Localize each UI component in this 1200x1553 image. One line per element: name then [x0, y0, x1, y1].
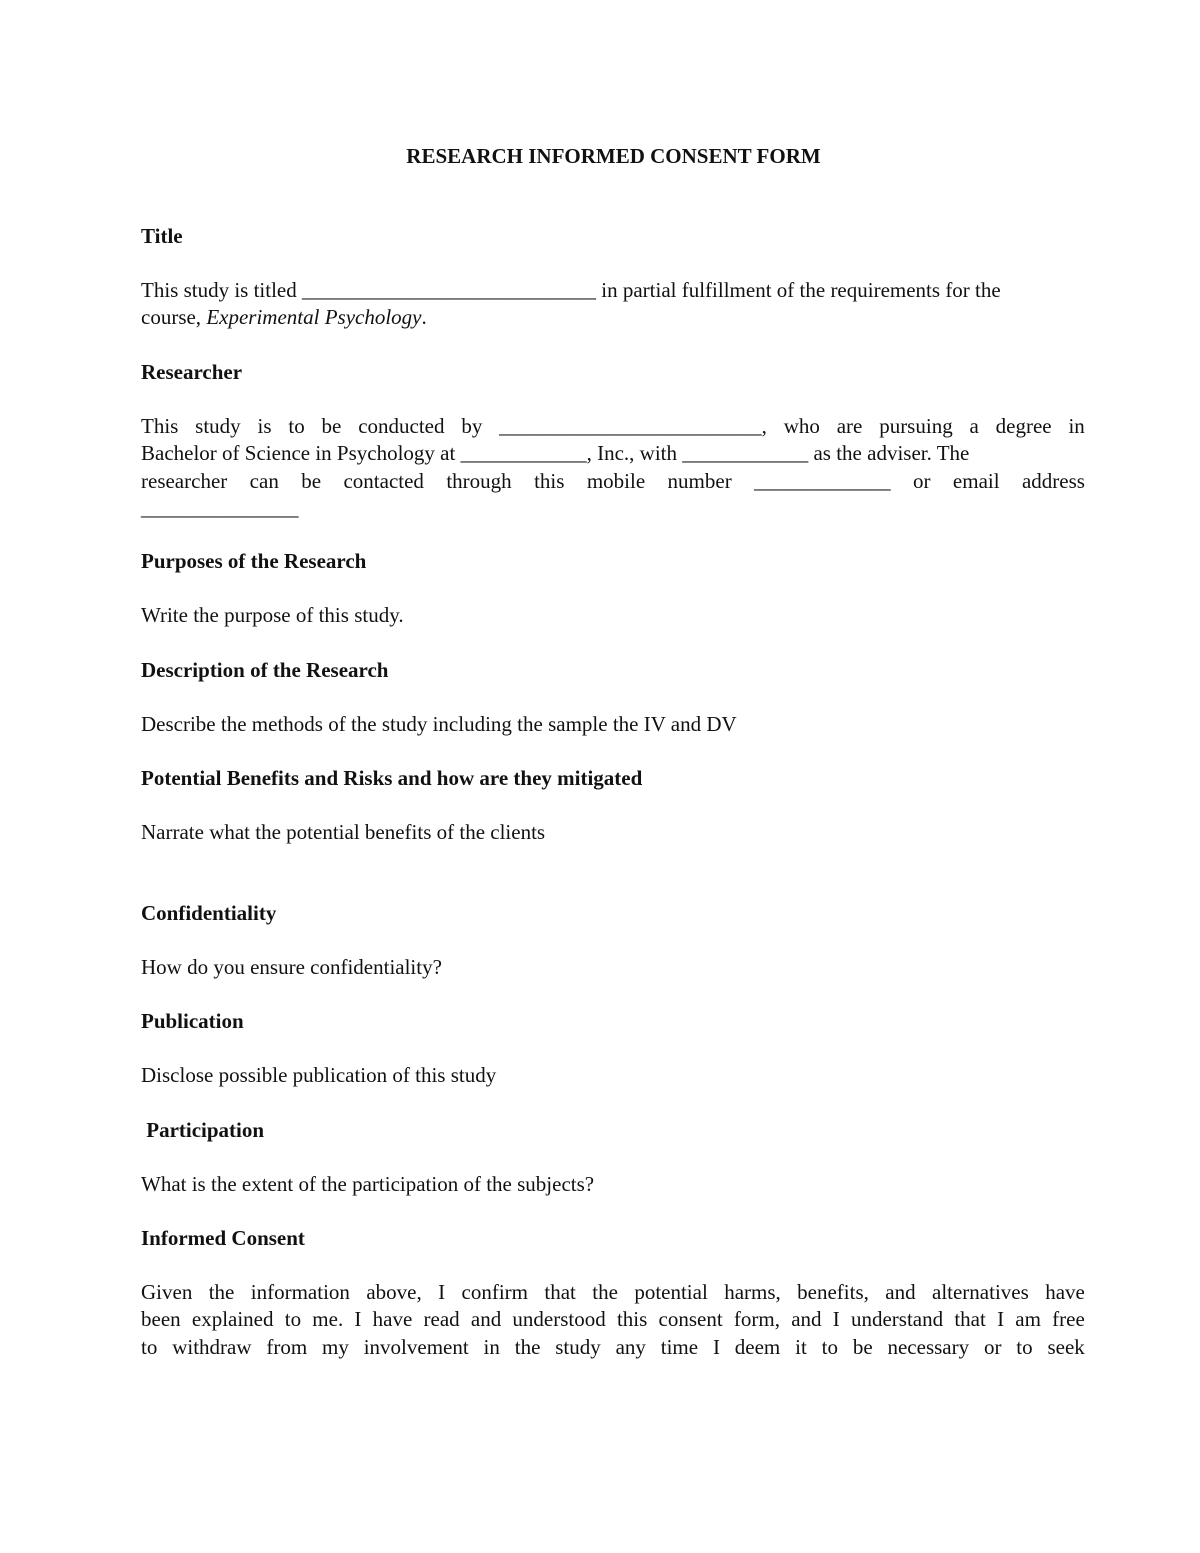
consent-line-2-word: been: [141, 1307, 181, 1332]
researcher-line-3-word: _____________: [754, 468, 891, 493]
consent-line-2-word: form,: [733, 1307, 780, 1332]
section-body-participation: What is the extent of the participation of the subjects?: [141, 1172, 595, 1196]
researcher-body-line-1: [141, 413, 1085, 440]
researcher-line-1-word: be: [321, 414, 342, 438]
consent-line-2-word: that: [954, 1307, 986, 1332]
title-body-prefix: course,: [141, 305, 207, 330]
consent-line-1-word: I: [438, 1280, 446, 1304]
consent-line-1-word: above,: [366, 1280, 422, 1304]
section-heading-publication: Publication: [141, 1009, 244, 1033]
researcher-line-3-word: contacted: [343, 468, 424, 493]
section-body-benefits: Narrate what the potential benefits of the clients: [141, 820, 546, 844]
consent-line-3-word: involvement: [363, 1334, 469, 1359]
consent-line-3-word: the: [514, 1334, 541, 1359]
section-heading-purposes: Purposes of the Research: [141, 549, 367, 573]
researcher-line-1-word: are: [836, 414, 863, 438]
consent-line-2-word: explained: [191, 1307, 274, 1332]
researcher-line-1-word: This: [141, 414, 179, 438]
section-heading-informed-consent: Informed Consent: [141, 1226, 305, 1250]
section-body-researcher: [141, 413, 1085, 522]
consent-line-3-word: time: [660, 1334, 699, 1359]
consent-line-1-word: that: [544, 1280, 576, 1304]
consent-body-line-2: [141, 1306, 1085, 1333]
researcher-line-3-word: can: [249, 468, 279, 493]
section-body-title: [141, 277, 1085, 332]
researcher-body-line-3: [141, 468, 1085, 495]
consent-line-1-word: alternatives: [932, 1280, 1029, 1304]
consent-line-2-word: me.: [312, 1307, 344, 1332]
researcher-line-1-word: _________________________,: [499, 414, 767, 438]
researcher-line-3-word: be: [301, 468, 322, 493]
consent-line-1-word: benefits,: [797, 1280, 869, 1304]
researcher-body-line-4: _______________: [141, 495, 299, 520]
researcher-line-3-word: email: [952, 468, 1000, 493]
consent-line-3-word: to: [141, 1334, 158, 1359]
consent-line-3-word: in: [483, 1334, 500, 1359]
section-heading-description: Description of the Research: [141, 658, 389, 682]
section-body-purposes: Write the purpose of this study.: [141, 603, 404, 627]
consent-line-2-word: I: [832, 1307, 840, 1332]
consent-line-3-word: any: [615, 1334, 646, 1359]
consent-line-3-word: it: [795, 1334, 807, 1359]
consent-line-3-word: withdraw: [172, 1334, 252, 1359]
consent-line-1-word: information: [250, 1280, 350, 1304]
researcher-line-1-word: a: [969, 414, 979, 438]
consent-line-2-word: am: [1015, 1307, 1041, 1332]
researcher-line-3-word: or: [913, 468, 931, 493]
consent-line-3-word: be: [852, 1334, 873, 1359]
consent-line-2-word: I: [354, 1307, 362, 1332]
researcher-line-1-word: by: [461, 414, 483, 438]
course-name: Experimental Psychology: [206, 305, 422, 330]
researcher-line-1-word: is: [257, 414, 272, 438]
consent-body-line-1: [141, 1279, 1085, 1306]
section-heading-benefits: Potential Benefits and Risks and how are they mitigated: [141, 766, 643, 790]
consent-line-2-word: consent: [658, 1307, 723, 1332]
researcher-line-1-word: to: [288, 414, 305, 438]
consent-line-3-word: study: [555, 1334, 601, 1359]
consent-line-2-word: and: [791, 1307, 822, 1332]
title-body-line-1: This study is titled ____________________________ in partial fulfillment of the requirements for the: [141, 278, 1001, 302]
consent-line-3-word: necessary: [887, 1334, 970, 1359]
consent-line-3-word: to: [1016, 1334, 1033, 1359]
researcher-line-3-word: this: [534, 468, 565, 493]
researcher-line-3-word: mobile: [586, 468, 646, 493]
researcher-line-1-word: in: [1068, 414, 1085, 438]
consent-line-1-word: and: [885, 1280, 916, 1304]
researcher-line-1-word: who: [783, 414, 820, 438]
section-body-confidentiality: How do you ensure confidentiality?: [141, 955, 442, 979]
consent-line-1-word: confirm: [461, 1280, 528, 1304]
consent-line-3-word: or: [983, 1334, 1002, 1359]
section-body-publication: Disclose possible publication of this study: [141, 1063, 497, 1087]
consent-line-1-word: have: [1045, 1280, 1085, 1304]
researcher-line-1-word: degree: [995, 414, 1052, 438]
section-body-description: Describe the methods of the study including the sample the IV and DV: [141, 712, 737, 736]
consent-line-2-word: have: [372, 1307, 413, 1332]
section-heading-confidentiality: Confidentiality: [141, 901, 277, 925]
consent-line-2-word: to: [284, 1307, 302, 1332]
consent-line-2-word: this: [616, 1307, 648, 1332]
researcher-line-1-word: pursuing: [879, 414, 953, 438]
consent-line-2-word: understood: [512, 1307, 606, 1332]
consent-line-3-word: deem: [734, 1334, 781, 1359]
section-heading-researcher: Researcher: [141, 360, 243, 384]
section-body-informed-consent: [141, 1279, 1085, 1361]
consent-line-2-word: free: [1052, 1307, 1085, 1332]
consent-line-1-word: potential: [634, 1280, 708, 1304]
researcher-line-3-word: number: [667, 468, 732, 493]
consent-line-1-word: harms,: [724, 1280, 781, 1304]
consent-body-line-3: [141, 1334, 1085, 1361]
researcher-line-2-text: Bachelor of Science in Psychology at ____________, Inc., with ____________ as the adviser. The: [141, 441, 970, 466]
researcher-line-1-word: conducted: [358, 414, 445, 438]
section-heading-participation: Participation: [141, 1118, 265, 1142]
consent-line-1-word: the: [592, 1280, 618, 1304]
section-heading-title: Title: [141, 224, 183, 248]
consent-line-2-word: and: [470, 1307, 502, 1332]
researcher-body-line-2: [141, 440, 1085, 467]
title-body-suffix: .: [421, 305, 427, 330]
consent-line-2-word: understand: [850, 1307, 944, 1332]
consent-line-1-word: the: [208, 1280, 235, 1304]
consent-line-3-word: to: [821, 1334, 838, 1359]
researcher-line-3-word: researcher: [141, 468, 228, 493]
consent-line-3-word: seek: [1047, 1334, 1085, 1359]
document-title: RESEARCH INFORMED CONSENT FORM: [406, 144, 821, 168]
consent-line-2-word: I: [997, 1307, 1005, 1332]
researcher-line-1-word: study: [195, 414, 241, 438]
researcher-line-3-word: address: [1021, 468, 1085, 493]
consent-line-3-word: I: [712, 1334, 720, 1359]
consent-line-2-word: read: [423, 1307, 460, 1332]
researcher-line-3-word: through: [446, 468, 512, 493]
consent-line-3-word: from: [266, 1334, 308, 1359]
title-body-line-2: [141, 304, 1085, 331]
consent-line-1-word: Given: [141, 1280, 193, 1304]
consent-line-3-word: my: [322, 1334, 349, 1359]
